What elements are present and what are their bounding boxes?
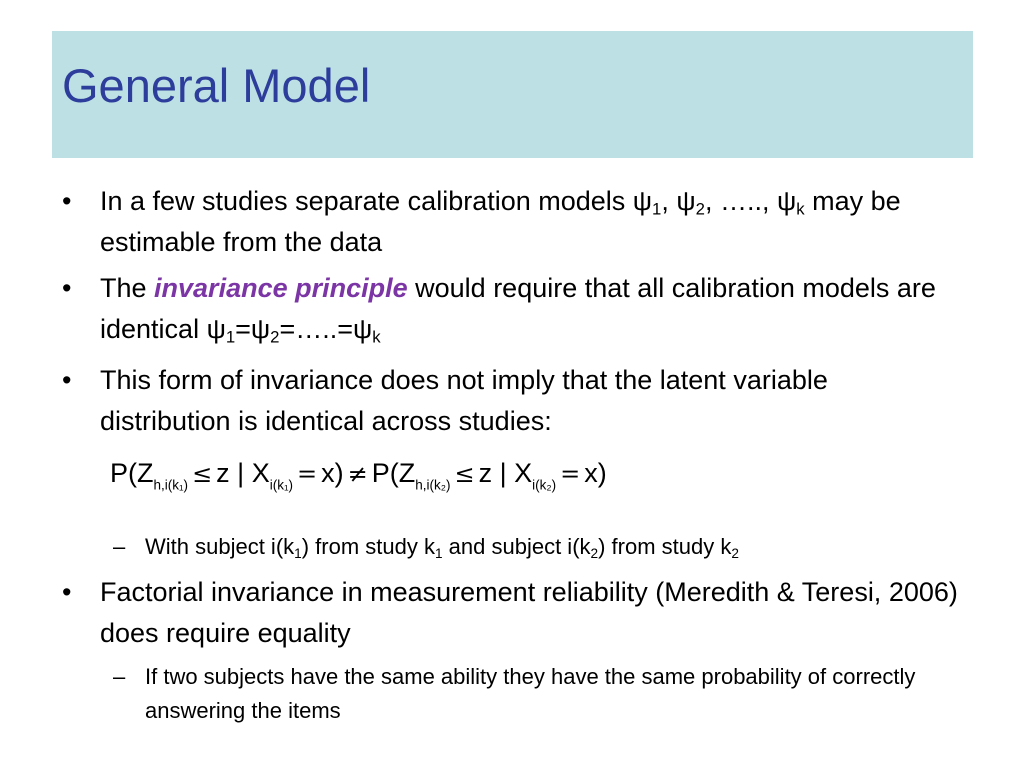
bullet-4 bbox=[62, 572, 962, 654]
bullet-3 bbox=[62, 360, 962, 442]
bullet-2-text: The invariance principle would require that all calibration models are identical $\psi_1=\psi_2=\dots..=\psi_k$ bbox=[100, 273, 936, 347]
subbullet-2 bbox=[113, 660, 933, 728]
invariance-principle-emphasis: invariance principle bbox=[154, 273, 408, 303]
bullet-1-text: In a few studies separate calibration models $\psi_1$, $\psi_2$, ….., $\psi_k$ may be estimable from the data bbox=[100, 186, 901, 257]
bullet-marker: • bbox=[62, 273, 72, 303]
subbullet-1-text: With subject $i(k_1)$ from study $k_1$ and subject $i(k_2)$ from study $k_2$ bbox=[145, 534, 739, 561]
sub-marker: – bbox=[113, 664, 126, 689]
invariance-formula: $P(Z_{h,i(k_1)} \le z$ | $X_{i(k_1)} = x) \ne P(Z_{h,i(k_2)} \le z$ | $X_{i(k_2)} = x$) bbox=[110, 458, 607, 493]
bullet-1 bbox=[62, 181, 962, 263]
bullet-4-text: Factorial invariance in measurement reliability (Meredith & Teresi, 2006) does require equality bbox=[100, 577, 958, 648]
subbullet-1 bbox=[113, 530, 933, 564]
bullet-marker: • bbox=[62, 365, 72, 395]
bullet-2 bbox=[62, 268, 962, 350]
subbullet-2-text: If two subjects have the same ability they have the same probability of correctly answering the items bbox=[145, 664, 916, 723]
bullet-3-text: This form of invariance does not imply that the latent variable distribution is identical across studies: bbox=[100, 365, 828, 436]
sub-marker: – bbox=[113, 534, 126, 559]
bullet-marker: • bbox=[62, 577, 72, 607]
slide-title: General Model bbox=[62, 59, 371, 112]
bullet-marker: • bbox=[62, 186, 72, 216]
